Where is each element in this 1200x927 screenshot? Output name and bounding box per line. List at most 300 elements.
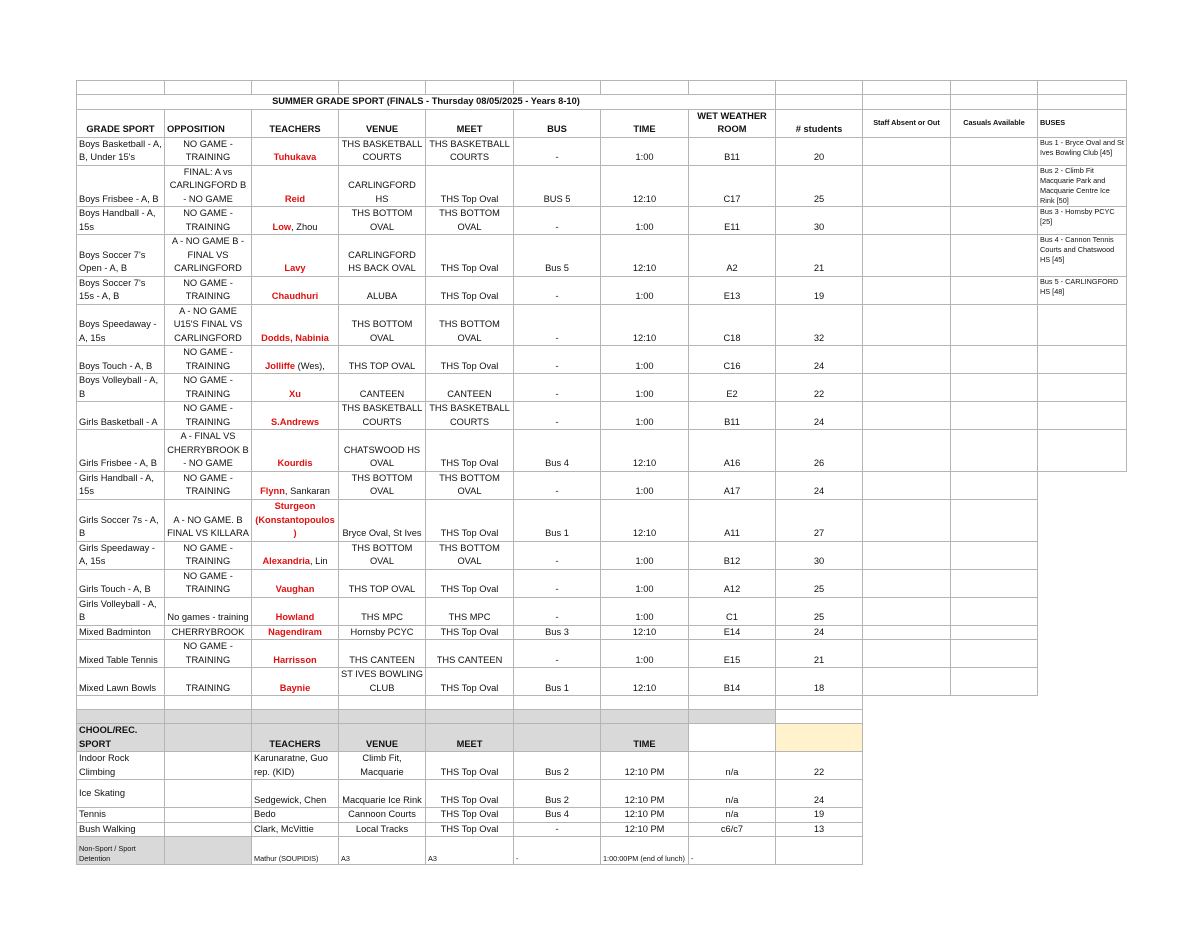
room-cell: E15 [689,640,776,668]
grade-sport-cell: Boys Volleyball - A, B [77,374,165,402]
meet-cell: THS Top Oval [426,235,514,277]
venue-cell: ST IVES BOWLING CLUB [339,668,426,696]
opposition-cell: No games - training [165,597,252,625]
empty-cell [1038,780,1127,808]
school-col-sport: CHOOL/REC. SPORT [77,724,165,752]
opposition-cell: FINAL: A vs CARLINGFORD B - NO GAME [165,165,252,207]
meet-cell: THS CANTEEN [426,640,514,668]
empty-cell [689,696,776,710]
venue-cell: THS BOTTOM OVAL [339,541,426,569]
bus-note-cell: Bus 5 - CARLINGFORD HS [48] [1038,276,1127,304]
students-cell: 22 [776,374,863,402]
students-cell: 30 [776,541,863,569]
students-cell: 24 [776,471,863,499]
teacher-other: , Lin [309,556,328,566]
teachers-cell: Chaudhuri [252,276,339,304]
empty-cell [863,837,951,865]
students-cell: 24 [776,402,863,430]
staff-absent-cell [863,235,951,277]
students-cell: 21 [776,235,863,277]
empty-cell [776,837,863,865]
school-time-cell: 12:10 PM [601,752,689,780]
school-sport-cell: Bush Walking [77,822,165,837]
teachers-cell: Nagendiram [252,625,339,640]
school-teachers-cell: Bedo [252,808,339,823]
time-cell: 1:00 [601,597,689,625]
school-teachers-cell: Sedgewick, Chen [252,780,339,808]
venue-cell: CARLINGFORD HS [339,165,426,207]
grade-sport-cell: Boys Speedaway - A, 15s [77,304,165,346]
teachers-cell: Dodds, Nabinia [252,304,339,346]
venue-cell: CHATSWOOD HS OVAL [339,430,426,472]
opposition-cell: A - FINAL VS CHERRYBROOK B - NO GAME [165,430,252,472]
school-time-cell: 12:10 PM [601,822,689,837]
staff-absent-cell [863,165,951,207]
school-time-cell: 12:10 PM [601,808,689,823]
bus-cell: BUS 5 [514,165,601,207]
school-meet-cell: THS Top Oval [426,780,514,808]
students-cell: 19 [776,276,863,304]
meet-cell: THS BOTTOM OVAL [426,541,514,569]
meet-cell: THS Top Oval [426,625,514,640]
grade-sport-cell: Girls Soccer 7s - A, B [77,499,165,541]
gray-row [77,710,1127,724]
teachers-cell: Lavy [252,235,339,277]
time-cell: 1:00 [601,541,689,569]
sheet-title: SUMMER GRADE SPORT (FINALS - Thursday 08/05/2025 - Years 8-10) [77,95,776,110]
empty-cell [165,710,252,724]
empty-cell [165,837,252,865]
empty-cell [1038,724,1127,752]
venue-cell: THS BOTTOM OVAL [339,304,426,346]
staff-absent-cell [863,137,951,165]
empty-cell [165,696,252,710]
teacher-other: , Sankaran [284,486,330,496]
bus-cell: - [514,207,601,235]
teacher-highlight: Jolliffe [265,360,296,371]
venue-cell: THS CANTEEN [339,640,426,668]
meet-cell: THS Top Oval [426,569,514,597]
time-cell: 12:10 [601,430,689,472]
opposition-cell: NO GAME - TRAINING [165,640,252,668]
teachers-cell: Sturgeon (Konstantopoulos) [252,499,339,541]
empty-cell [165,724,252,752]
casuals-cell [951,430,1038,472]
school-header-row [77,724,1127,752]
opposition-cell: NO GAME - TRAINING [165,569,252,597]
casuals-cell [951,541,1038,569]
staff-absent-cell [863,471,951,499]
empty-cell [1038,822,1127,837]
venue-cell: ALUBA [339,276,426,304]
room-cell: E13 [689,276,776,304]
school-students-cell: 19 [776,808,863,823]
bus-cell: Bus 3 [514,625,601,640]
table-row [77,625,1127,640]
students-cell: 18 [776,668,863,696]
students-cell: 20 [776,137,863,165]
school-row [77,780,1127,808]
empty-cell [863,808,951,823]
table-row [77,541,1127,569]
venue-cell: Hornsby PCYC [339,625,426,640]
time-cell: 12:10 [601,668,689,696]
grade-sport-cell: Girls Handball - A, 15s [77,471,165,499]
meet-cell: THS BASKETBALL COURTS [426,137,514,165]
col-grade-sport: GRADE SPORT [77,109,165,137]
table-row [77,374,1127,402]
venue-cell: THS TOP OVAL [339,346,426,374]
opposition-cell: NO GAME - TRAINING [165,207,252,235]
time-cell: 12:10 [601,165,689,207]
opposition-cell: A - NO GAME U15'S FINAL VS CARLINGFORD [165,304,252,346]
bus-note-cell [1038,430,1127,472]
school-meet-cell: THS Top Oval [426,752,514,780]
meet-cell: THS BASKETBALL COURTS [426,402,514,430]
venue-cell: CANTEEN [339,374,426,402]
grade-sport-cell: Boys Basketball - A, B, Under 15's [77,137,165,165]
empty-cell [951,696,1038,710]
casuals-cell [951,165,1038,207]
school-bus-cell: Bus 4 [514,808,601,823]
teachers-cell [252,207,339,235]
time-cell: 1:00 [601,207,689,235]
school-room-cell: n/a [689,808,776,823]
detention-bus-cell: - [514,837,601,865]
teachers-cell [252,471,339,499]
time-cell: 12:10 [601,304,689,346]
table-row [77,430,1127,472]
table-row [77,346,1127,374]
bus-cell: - [514,640,601,668]
meet-cell: THS BOTTOM OVAL [426,304,514,346]
staff-absent-cell [863,207,951,235]
empty-cell [252,696,339,710]
casuals-cell [951,235,1038,277]
meet-cell: THS Top Oval [426,346,514,374]
staff-absent-cell [863,569,951,597]
casuals-cell [951,569,1038,597]
col-wet-weather: WET WEATHER ROOM [689,109,776,137]
school-room-cell: c6/c7 [689,822,776,837]
casuals-cell [951,374,1038,402]
school-venue-cell: Cannoon Courts [339,808,426,823]
school-bus-cell: Bus 2 [514,752,601,780]
teacher-highlight: Flynn [260,486,285,496]
bus-note-cell [1038,346,1127,374]
time-cell: 1:00 [601,374,689,402]
room-cell: A2 [689,235,776,277]
detention-sport-cell: Non-Sport / Sport Detention [77,837,165,865]
time-cell: 1:00 [601,569,689,597]
staff-absent-cell [863,304,951,346]
bus-cell: - [514,374,601,402]
empty-cell [951,808,1038,823]
bus-cell: - [514,346,601,374]
students-cell: 24 [776,625,863,640]
school-col-venue: VENUE [339,724,426,752]
empty-cell [165,822,252,837]
room-cell: C17 [689,165,776,207]
time-cell: 1:00 [601,640,689,668]
bus-note-cell [1038,304,1127,346]
teacher-highlight: Low [272,221,292,232]
school-students-cell: 24 [776,780,863,808]
casuals-cell [951,499,1038,541]
room-cell: C18 [689,304,776,346]
room-cell: B11 [689,402,776,430]
col-venue: VENUE [339,109,426,137]
table-row [77,276,1127,304]
meet-cell: THS BOTTOM OVAL [426,471,514,499]
sport-table [76,80,1127,865]
casuals-cell [951,304,1038,346]
blank-row [77,696,1127,710]
empty-cell [863,710,951,724]
room-cell: A11 [689,499,776,541]
school-venue-cell: Climb Fit, Macquarie [339,752,426,780]
school-room-cell: n/a [689,752,776,780]
opposition-cell: TRAINING [165,668,252,696]
empty-cell [689,724,776,752]
grade-sport-cell: Boys Handball - A, 15s [77,207,165,235]
bus-note-cell: Bus 4 - Cannon Tennis Courts and Chatswood HS [45] [1038,235,1127,277]
opposition-cell: NO GAME - TRAINING [165,137,252,165]
empty-cell [1038,808,1127,823]
staff-absent-cell [863,499,951,541]
staff-absent-cell [863,276,951,304]
opposition-cell: NO GAME - TRAINING [165,346,252,374]
grade-sport-cell: Girls Basketball - A [77,402,165,430]
school-sport-cell: Tennis [77,808,165,823]
empty-cell [1038,541,1127,569]
empty-cell [863,696,951,710]
teachers-cell: S.Andrews [252,402,339,430]
empty-cell [514,710,601,724]
opposition-cell: NO GAME - TRAINING [165,541,252,569]
empty-cell [1038,597,1127,625]
time-cell: 1:00 [601,346,689,374]
opposition-cell: NO GAME - TRAINING [165,276,252,304]
col-bus: BUS [514,109,601,137]
empty-cell [601,710,689,724]
students-cell: 24 [776,346,863,374]
school-venue-cell: Macquarie Ice Rink [339,780,426,808]
col-time: TIME [601,109,689,137]
header-row [77,109,1127,137]
staff-absent-cell [863,346,951,374]
casuals-cell [951,597,1038,625]
school-meet-cell: THS Top Oval [426,822,514,837]
empty-cell [1038,471,1127,499]
opposition-cell: A - NO GAME B - FINAL VS CARLINGFORD [165,235,252,277]
school-bus-cell: - [514,822,601,837]
meet-cell: THS MPC [426,597,514,625]
bus-cell: - [514,137,601,165]
empty-cell [951,822,1038,837]
staff-absent-cell [863,402,951,430]
school-students-cell: 13 [776,822,863,837]
empty-cell [252,710,339,724]
empty-cell [339,710,426,724]
table-row [77,207,1127,235]
empty-cell [514,724,601,752]
opposition-cell: CHERRYBROOK [165,625,252,640]
casuals-cell [951,668,1038,696]
school-row [77,752,1127,780]
school-time-cell: 12:10 PM [601,780,689,808]
casuals-cell [951,346,1038,374]
casuals-cell [951,207,1038,235]
col-casuals: Casuals Available [951,109,1038,137]
room-cell: B14 [689,668,776,696]
empty-cell [1038,569,1127,597]
detention-room-cell: - [689,837,776,865]
detention-venue-cell: A3 [339,837,426,865]
bus-cell: Bus 5 [514,235,601,277]
empty-cell [339,696,426,710]
empty-cell [689,710,776,724]
time-cell: 12:10 [601,235,689,277]
empty-cell [863,822,951,837]
venue-cell: THS BOTTOM OVAL [339,471,426,499]
grade-sport-cell: Girls Speedaway - A, 15s [77,541,165,569]
empty-cell [426,710,514,724]
venue-cell: THS BASKETBALL COURTS [339,402,426,430]
empty-cell [77,696,165,710]
table-row [77,402,1127,430]
spreadsheet [76,80,1126,865]
bus-note-cell: Bus 2 - Climb Fit Macquarie Park and Macquarie Centre Ice Rink [50] [1038,165,1127,207]
empty-cell [1038,499,1127,541]
room-cell: B12 [689,541,776,569]
empty-cell [951,752,1038,780]
empty-cell [601,696,689,710]
room-cell: A12 [689,569,776,597]
empty-cell [951,724,1038,752]
teachers-cell: Tuhukava [252,137,339,165]
empty-cell [426,696,514,710]
meet-cell: THS Top Oval [426,165,514,207]
students-cell: 25 [776,165,863,207]
table-row [77,304,1127,346]
casuals-cell [951,276,1038,304]
bus-note-cell [1038,402,1127,430]
casuals-cell [951,471,1038,499]
opposition-cell: NO GAME - TRAINING [165,374,252,402]
school-sport-cell: Indoor Rock Climbing [77,752,165,780]
time-cell: 12:10 [601,625,689,640]
col-opposition: OPPOSITION [165,109,252,137]
school-room-cell: n/a [689,780,776,808]
staff-absent-cell [863,430,951,472]
room-cell: C1 [689,597,776,625]
teachers-cell: Baynie [252,668,339,696]
school-meet-cell: THS Top Oval [426,808,514,823]
grade-sport-cell: Boys Soccer 7's 15s - A, B [77,276,165,304]
empty-cell [514,696,601,710]
venue-cell: Bryce Oval, St Ives [339,499,426,541]
bus-note-cell: Bus 1 - Bryce Oval and St Ives Bowling Club [45] [1038,137,1127,165]
teachers-cell: Vaughan [252,569,339,597]
room-cell: A17 [689,471,776,499]
col-staff-absent: Staff Absent or Out [863,109,951,137]
staff-absent-cell [863,541,951,569]
school-venue-cell: Local Tracks [339,822,426,837]
empty-cell [951,710,1038,724]
time-cell: 1:00 [601,471,689,499]
table-row [77,569,1127,597]
bus-cell: - [514,402,601,430]
school-row [77,822,1127,837]
staff-absent-cell [863,668,951,696]
bus-cell: Bus 1 [514,499,601,541]
grade-sport-cell: Mixed Badminton [77,625,165,640]
students-cell: 27 [776,499,863,541]
staff-absent-cell [863,625,951,640]
opposition-cell: A - NO GAME. B FINAL VS KILLARA [165,499,252,541]
col-students: # students [776,109,863,137]
room-cell: A16 [689,430,776,472]
teacher-highlight: Alexandria [262,556,310,566]
detention-meet-cell: A3 [426,837,514,865]
students-cell: 26 [776,430,863,472]
teachers-cell: Kourdis [252,430,339,472]
venue-cell: THS BOTTOM OVAL [339,207,426,235]
staff-absent-cell [863,640,951,668]
staff-absent-cell [863,374,951,402]
teachers-cell: Howland [252,597,339,625]
opposition-cell: NO GAME - TRAINING [165,402,252,430]
room-cell: E11 [689,207,776,235]
empty-cell [776,724,863,752]
casuals-cell [951,402,1038,430]
bus-cell: - [514,597,601,625]
teachers-cell [252,346,339,374]
col-meet: MEET [426,109,514,137]
meet-cell: THS Top Oval [426,499,514,541]
bus-cell: - [514,276,601,304]
table-row [77,235,1127,277]
bus-note-cell: Bus 3 - Hornsby PCYC [25] [1038,207,1127,235]
bus-cell: - [514,304,601,346]
school-teachers-cell: Clark, McVittie [252,822,339,837]
venue-cell: CARLINGFORD HS BACK OVAL [339,235,426,277]
meet-cell: THS Top Oval [426,276,514,304]
grade-sport-cell: Boys Soccer 7's Open - A, B [77,235,165,277]
empty-cell [1038,625,1127,640]
detention-teachers-cell: Mathur (SOUPIDIS) [252,837,339,865]
students-cell: 30 [776,207,863,235]
bus-cell: - [514,569,601,597]
time-cell: 1:00 [601,276,689,304]
empty-cell [1038,696,1127,710]
room-cell: B11 [689,137,776,165]
meet-cell: CANTEEN [426,374,514,402]
room-cell: E14 [689,625,776,640]
meet-cell: THS Top Oval [426,430,514,472]
grade-sport-cell: Boys Frisbee - A, B [77,165,165,207]
grade-sport-cell: Mixed Table Tennis [77,640,165,668]
grade-sport-cell: Boys Touch - A, B [77,346,165,374]
grade-sport-cell: Girls Frisbee - A, B [77,430,165,472]
empty-cell [1038,710,1127,724]
empty-cell [165,808,252,823]
empty-cell [165,752,252,780]
meet-cell: THS Top Oval [426,668,514,696]
bus-note-cell [1038,374,1127,402]
time-cell: 1:00 [601,402,689,430]
